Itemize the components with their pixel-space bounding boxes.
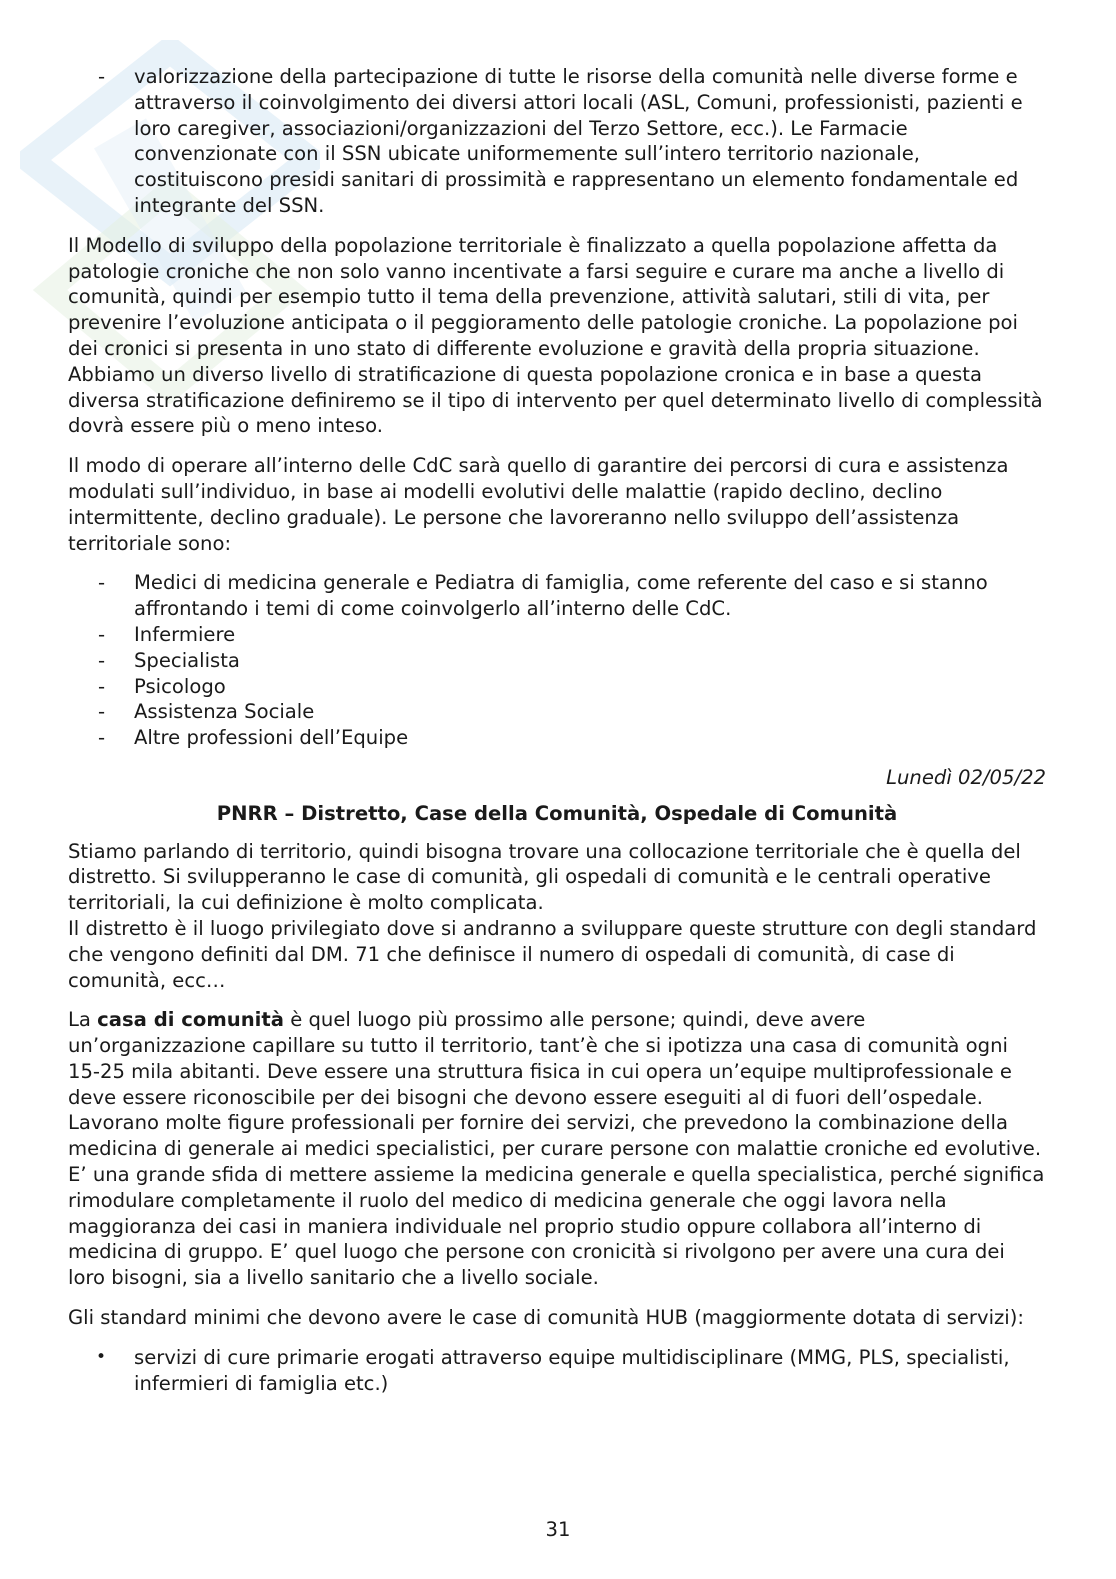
paragraph-casa-comunita: La casa di comunità è quel luogo più prossimo alle persone; quindi, deve avere un’organizzazione capillare su tutto il territorio, tant’è che si ipotizza una casa di comunità ogni 15-25 mila abitanti. Deve essere una struttura fisica in cui opera un’equipe multiprofessionale e deve essere riconoscibile per dei bisogni che devono essere eseguiti al di fuori dell’ospedale. Lavorano molte figure professionali per fornire dei servizi, che prevedono la combinazione della medicina di generale ai medici specialistici, per curare persone con malattie croniche ed evolutive. E’ una grande sfida di mettere assieme la medicina generale e quella specialistica, perché significa rimodulare completamente il ruolo del medico di medicina generale che oggi lavora nella maggioranza dei casi in maniera individuale nel proprio studio oppure collabora all’interno di medicina di gruppo. E’ quel luogo che persone con cronicità si rivolgono per avere una cura dei loro bisogni, sia a livello sanitario che a livello sociale. xyxy=(68,1008,1045,1290)
list-item: - Medici di medicina generale e Pediatra di famiglia, come referente del caso e si stanno affrontando i temi di come coinvolgerlo all’interno delle CdC. xyxy=(98,571,988,621)
list-item: - Infermiere xyxy=(98,622,236,646)
page-number: 31 xyxy=(545,1518,571,1541)
paragraph-standard: Gli standard minimi che devono avere le case di comunità HUB (maggiormente dotata di servizi): xyxy=(68,1306,1024,1330)
document-page xyxy=(68,64,1046,1410)
paragraph-cdc: Il modo di operare all’interno delle CdC sarà quello di garantire dei percorsi di cura e assistenza modulati sull’individuo, in base ai modelli evolutivi delle malattie (rapido declino, declino intermittente, declino graduale). Le persone che lavoreranno nello sviluppo dell’assistenza territoriale sono: xyxy=(68,454,1009,555)
paragraph-territorio: Stiamo parlando di territorio, quindi bisogna trovare una collocazione territoriale che è quella del distretto. Si svilupperanno le case di comunità, gli ospedali di comunità e le centrali operative territoriali, la cui definizione è molto complicata. xyxy=(68,839,1021,915)
list-item: - Psicologo xyxy=(98,674,226,698)
list-item: - Specialista xyxy=(98,648,240,672)
paragraph-distretto: Il distretto è il luogo privilegiato dove si andranno a sviluppare queste strutture con degli standard che vengono definiti dal DM. 71 che definisce il numero di ospedali di comunità, di case di comunità, ecc… xyxy=(68,916,1037,992)
paragraph-modello: Il Modello di sviluppo della popolazione territoriale è finalizzato a quella popolazione affetta da patologie croniche che non solo vanno incentivate a farsi seguire e curare ma anche a livello di comunità, quindi per esempio tutto il tema della prevenzione, attività salutari, stili di vita, per prevenire l’evoluzione anticipata o il peggioramento delle patologie croniche. La popolazione poi dei cronici si presenta in uno stato di differente evoluzione e gravità della propria situazione. Abbiamo un diverso livello di stratificazione di questa popolazione cronica e in base a questa diversa stratificazione definiremo se il tipo di intervento per quel determinato livello di complessità dovrà essere più o meno inteso. xyxy=(68,233,1043,438)
bold-term: casa di comunità xyxy=(97,1008,284,1032)
lecture-date: Lunedì 02/05/22 xyxy=(886,765,1046,789)
section-title: PNRR – Distretto, Case della Comunità, Ospedale di Comunità xyxy=(216,801,898,825)
list-item: - valorizzazione della partecipazione di tutte le risorse della comunità nelle diverse forme e attraverso il coinvolgimento dei diversi attori locali (ASL, Comuni, professionisti, pazienti e loro caregiver, associazioni/organizzazioni del Terzo Settore, ecc.). Le Farmacie convenzionate con il SSN ubicate uniformemente sull’intero territorio nazionale, costituiscono presidi sanitari di prossimità e rappresentano un elemento fondamentale ed integrante del SSN. xyxy=(98,65,1023,217)
dash-marker: - xyxy=(98,65,106,88)
list-item: - Altre professioni dell’Equipe xyxy=(98,726,409,750)
list-item: - Assistenza Sociale xyxy=(98,700,315,724)
standards-list xyxy=(68,1345,1046,1397)
list-item: • servizi di cure primarie erogati attraverso equipe multidisciplinare (MMG, PLS, specialisti, infermieri di famiglia etc.) xyxy=(96,1345,1010,1395)
participation-list xyxy=(68,64,1046,219)
professionals-list xyxy=(68,570,1046,751)
bullet-marker: • xyxy=(96,1346,107,1367)
